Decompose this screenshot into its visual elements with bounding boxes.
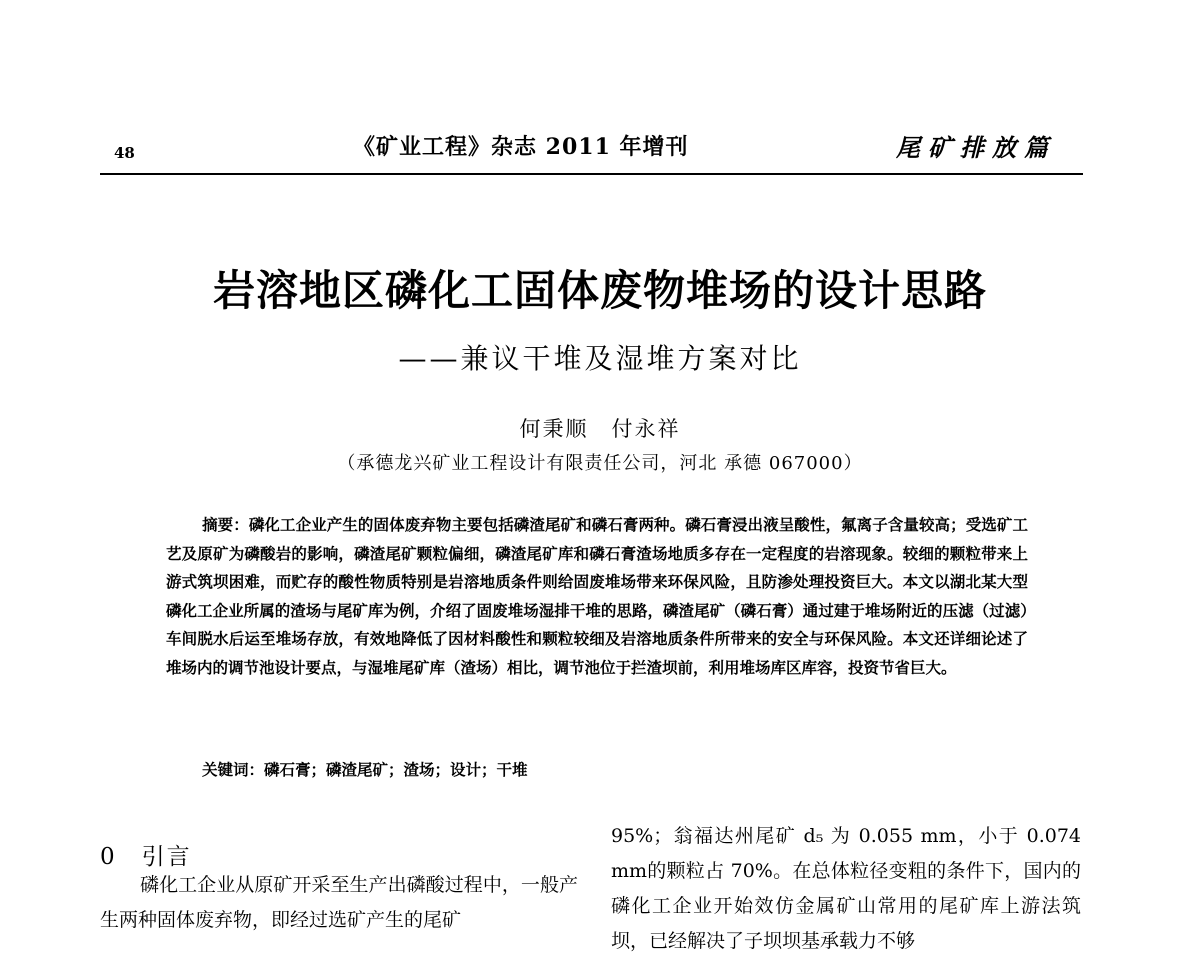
abstract — [166, 511, 1028, 682]
affiliation: （承德龙兴矿业工程设计有限责任公司，河北 承德 067000） — [337, 453, 863, 474]
article-title: 岩溶地区磷化工固体废物堆场的设计思路 — [212, 266, 987, 315]
article-subtitle: ——兼议干堆及湿堆方案对比 — [398, 342, 802, 375]
keywords — [202, 758, 528, 780]
left-column-text — [100, 868, 578, 938]
section-tag: 尾矿排放篇 — [896, 133, 1056, 162]
page-number: 48 — [114, 144, 135, 162]
keywords-text: 磷石膏；磷渣尾矿；渣场；设计；干堆 — [264, 760, 528, 779]
abstract-text: 磷化工企业产生的固体废弃物主要包括磷渣尾矿和磷石膏两种。磷石膏浸出液呈酸性，氟离子含量较高；受选矿工艺及原矿为磷酸岩的影响，磷渣尾矿颗粒偏细，磷渣尾矿库和磷石膏渣场地质多存在一定程度的岩溶现象。较细的颗粒带来上游式筑坝困难，而贮存的酸性物质特别是岩溶地质条件则给固废堆场带来环保风险，且防渗处理投资巨大。本文以湖北某大型磷化工企业所属的渣场与尾矿库为例，介绍了固废堆场湿排干堆的思路，磷渣尾矿（磷石膏）通过建于堆场附近的压滤（过滤）车间脱水后运至堆场存放，有效地降低了因材料酸性和颗粒较细及岩溶地质条件所带来的安全与环保风险。本文还详细论述了堆场内的调节池设计要点，与湿堆尾矿库（渣场）相比，调节池位于拦渣坝前，利用堆场库区库容，投资节省巨大。 — [166, 515, 1028, 677]
authors: 何秉顺 付永祥 — [519, 417, 681, 441]
section-heading: 0 引言 — [100, 844, 192, 870]
keywords-label: 关键词： — [202, 760, 265, 779]
right-column-text: 95%；翁福达州尾矿 d₅ 为 0.055 mm，小于 0.074 mm的颗粒占 70%。在总体粒径变粗的条件下，国内的磷化工企业开始效仿金属矿山常用的尾矿库上游法筑坝，已经解决了子坝坝基承载力不够 — [611, 825, 1081, 952]
journal-title: 《矿业工程》杂志 2011 年增刊 — [353, 134, 689, 160]
left-column-paragraph: 磷化工企业从原矿开采至生产出磷酸过程中，一般产生两种固体废弃物，即经过选矿产生的尾矿 — [100, 874, 578, 931]
abstract-label: 摘要： — [202, 515, 249, 534]
header-rule — [100, 173, 1083, 175]
